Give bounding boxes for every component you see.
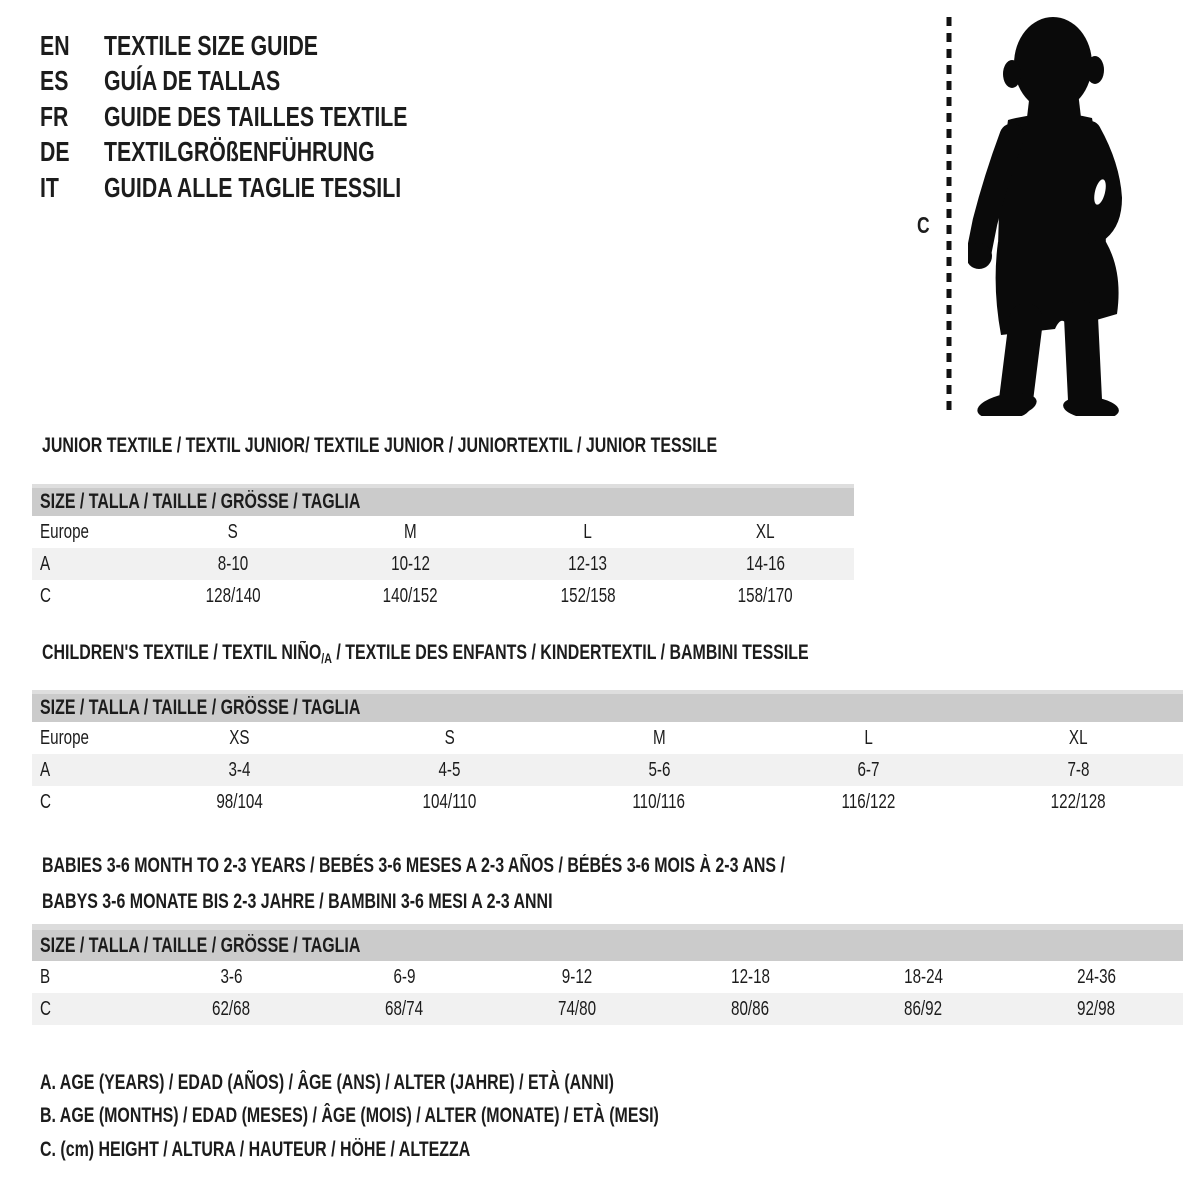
cell-value: S — [444, 726, 455, 749]
table-cell — [318, 993, 491, 1025]
cell-value: L — [583, 520, 592, 543]
language-code-es: ES — [40, 65, 69, 97]
table-cell — [491, 993, 664, 1025]
table-row-europe — [32, 722, 1183, 754]
table-cell — [145, 993, 318, 1025]
language-title-list — [40, 28, 503, 206]
cell-value: 98/104 — [216, 790, 264, 813]
table-cell — [135, 722, 345, 754]
cell-value: 128/140 — [205, 584, 261, 607]
table-cell — [764, 722, 974, 754]
cell-value: 3-6 — [220, 965, 243, 988]
cell-value: S — [227, 520, 238, 543]
cell-value: XL — [1068, 726, 1088, 749]
cell-value: 6-7 — [857, 758, 880, 781]
table-cell — [973, 722, 1183, 754]
size-header-cell — [32, 486, 854, 516]
row-label: C — [40, 584, 51, 607]
page-title-it: GUIDA ALLE TAGLIE TESSILI — [104, 171, 402, 203]
table-cell — [677, 580, 855, 612]
language-row-it — [40, 170, 503, 206]
table-cell — [837, 961, 1010, 993]
cell-value: 86/92 — [904, 997, 943, 1020]
cell-value: 10-12 — [390, 552, 430, 575]
cell-value: 116/122 — [841, 790, 896, 813]
table-cell — [1010, 961, 1183, 993]
page-title-es: GUÍA DE TALLAS — [104, 65, 281, 97]
babies-size-table — [32, 924, 1183, 1025]
size-header-text: SIZE / TALLA / TAILLE / GRÖSSE / TAGLIA — [40, 696, 361, 719]
language-row-fr — [40, 99, 503, 135]
cell-value: 3-4 — [228, 758, 251, 781]
legend-text-b: B. AGE (MONTHS) / EDAD (MESES) / ÂGE (MOIS) / ALTER (MONATE) / ETÀ (MESI) — [40, 1104, 659, 1128]
table-cell — [144, 548, 322, 580]
table-cell — [135, 786, 345, 818]
cell-value: 104/110 — [422, 790, 477, 813]
table-row-height — [32, 786, 1183, 818]
language-row-de — [40, 135, 503, 171]
cell-value: 68/74 — [385, 997, 424, 1020]
page-title-fr: GUIDE DES TAILLES TEXTILE — [104, 100, 408, 132]
row-label: Europe — [40, 726, 90, 749]
cell-value: M — [652, 726, 666, 749]
table-cell — [345, 722, 555, 754]
language-code-fr: FR — [40, 100, 69, 132]
children-section-title-text — [42, 641, 809, 666]
table-cell — [318, 961, 491, 993]
table-cell — [554, 722, 764, 754]
row-label-cell — [32, 786, 135, 818]
babies-section-title — [42, 848, 1020, 920]
cell-value: M — [403, 520, 417, 543]
row-label-cell — [32, 548, 144, 580]
row-label-cell — [32, 754, 135, 786]
table-cell — [837, 993, 1010, 1025]
language-row-es — [40, 64, 503, 100]
cell-value: 152/158 — [560, 584, 616, 607]
cell-value: 6-9 — [393, 965, 416, 988]
row-label-cell — [32, 516, 144, 548]
table-row-height — [32, 993, 1183, 1025]
babies-title-line1: BABIES 3-6 MONTH TO 2-3 YEARS / BEBÉS 3-6 MESES A 2-3 AÑOS / BÉBÉS 3-6 MOIS À 2-3 ANS / — [42, 854, 785, 877]
legend-line-b — [40, 1100, 854, 1134]
row-label: Europe — [40, 520, 90, 543]
table-cell — [677, 516, 855, 548]
size-header-text: SIZE / TALLA / TAILLE / GRÖSSE / TAGLIA — [40, 490, 361, 513]
cell-value: 110/116 — [632, 790, 686, 813]
cell-value: 92/98 — [1077, 997, 1116, 1020]
cell-value: 7-8 — [1067, 758, 1090, 781]
cell-value: 18-24 — [904, 965, 943, 988]
children-title-post: / TEXTILE DES ENFANTS / KINDERTEXTIL / BAMBINI TESSILE — [331, 641, 809, 664]
table-cell — [764, 754, 974, 786]
page-title-en: TEXTILE SIZE GUIDE — [104, 29, 319, 61]
row-label-cell — [32, 961, 145, 993]
cell-value: 8-10 — [217, 552, 248, 575]
legend-text-c: C. (cm) HEIGHT / ALTURA / HAUTEUR / HÖHE / ALTEZZA — [40, 1137, 471, 1161]
table-row-months — [32, 961, 1183, 993]
row-label-cell — [32, 580, 144, 612]
size-header-cell — [32, 927, 1183, 961]
children-section-title — [42, 641, 1051, 666]
legend-block — [40, 1066, 854, 1167]
row-label: C — [40, 997, 51, 1020]
row-label: A — [40, 758, 51, 781]
table-row-height — [32, 580, 854, 612]
table-cell — [144, 516, 322, 548]
cell-value: 14-16 — [745, 552, 785, 575]
table-cell — [677, 548, 855, 580]
legend-line-c — [40, 1133, 854, 1167]
table-cell — [1010, 993, 1183, 1025]
table-cell — [322, 516, 500, 548]
children-title-sub: /A — [321, 650, 332, 666]
table-cell — [491, 961, 664, 993]
table-cell — [499, 548, 677, 580]
table-row-europe — [32, 516, 854, 548]
table-cell — [345, 786, 555, 818]
cell-value: 5-6 — [648, 758, 670, 781]
junior-section-title — [42, 434, 930, 458]
cell-value: 4-5 — [438, 758, 461, 781]
cell-value: 140/152 — [382, 584, 438, 607]
table-cell — [322, 580, 500, 612]
size-header-row — [32, 692, 1183, 722]
junior-size-table — [32, 484, 854, 612]
table-row-age — [32, 548, 854, 580]
table-cell — [664, 993, 837, 1025]
table-cell — [322, 548, 500, 580]
cell-value: 158/170 — [737, 584, 793, 607]
table-cell — [499, 580, 677, 612]
language-code-de: DE — [40, 136, 70, 168]
cell-value: 80/86 — [731, 997, 770, 1020]
table-cell — [973, 786, 1183, 818]
table-cell — [973, 754, 1183, 786]
legend-text-a: A. AGE (YEARS) / EDAD (AÑOS) / ÂGE (ANS) / ALTER (JAHRE) / ETÀ (ANNI) — [40, 1070, 614, 1094]
height-dimension-label: C — [917, 212, 930, 238]
cell-value: XL — [755, 520, 775, 543]
cell-value: XS — [229, 726, 250, 749]
row-label: C — [40, 790, 51, 813]
babies-title-line2: BABYS 3-6 MONATE BIS 2-3 JAHRE / BAMBINI 3-6 MESI A 2-3 ANNI — [42, 890, 553, 913]
row-label-cell — [32, 993, 145, 1025]
cell-value: L — [864, 726, 873, 749]
table-cell — [144, 580, 322, 612]
table-cell — [499, 516, 677, 548]
language-code-en: EN — [40, 29, 70, 61]
children-size-table — [32, 690, 1183, 818]
height-dashed-line — [946, 17, 952, 417]
cell-value: 24-36 — [1077, 965, 1116, 988]
table-cell — [135, 754, 345, 786]
table-cell — [554, 754, 764, 786]
toddler-silhouette-icon — [968, 14, 1132, 416]
table-row-age — [32, 754, 1183, 786]
table-cell — [764, 786, 974, 818]
height-measure-figure — [905, 14, 1185, 424]
table-cell — [345, 754, 555, 786]
page-title-de: TEXTILGRÖßENFÜHRUNG — [104, 136, 375, 168]
size-header-row — [32, 927, 1183, 961]
table-cell — [664, 961, 837, 993]
table-cell — [554, 786, 764, 818]
language-row-en — [40, 28, 503, 64]
row-label: B — [40, 965, 51, 988]
cell-value: 74/80 — [558, 997, 597, 1020]
cell-value: 12-13 — [568, 552, 608, 575]
junior-section-title-text: JUNIOR TEXTILE / TEXTIL JUNIOR/ TEXTILE JUNIOR / JUNIORTEXTIL / JUNIOR TESSILE — [42, 434, 718, 457]
children-title-pre: CHILDREN'S TEXTILE / TEXTIL NIÑO — [42, 641, 322, 664]
language-code-it: IT — [40, 171, 59, 203]
cell-value: 122/128 — [1050, 790, 1106, 813]
size-header-text: SIZE / TALLA / TAILLE / GRÖSSE / TAGLIA — [40, 933, 361, 957]
cell-value: 12-18 — [731, 965, 770, 988]
row-label-cell — [32, 722, 135, 754]
size-header-cell — [32, 692, 1183, 722]
legend-line-a — [40, 1066, 854, 1100]
cell-value: 62/68 — [212, 997, 251, 1020]
row-label: A — [40, 552, 51, 575]
cell-value: 9-12 — [562, 965, 593, 988]
size-header-row — [32, 486, 854, 516]
table-cell — [145, 961, 318, 993]
